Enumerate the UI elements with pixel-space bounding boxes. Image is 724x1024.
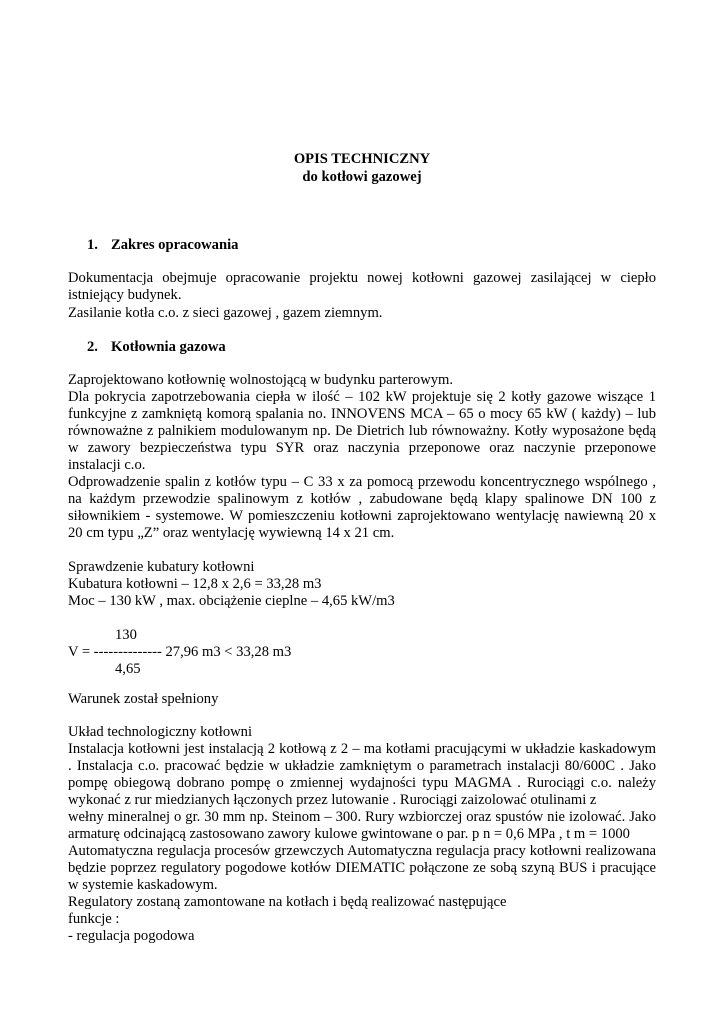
uklad-line: . Instalacja c.o. pracować będzie w układzie zamkniętym o parametrach instalacji 80/600C . Jako	[68, 758, 656, 774]
uklad-line: pompę obiegową dobrano pompę o zmiennej wydajności typu MAGMA . Rurociągi c.o. należy	[68, 775, 656, 791]
uklad-line: funkcje :	[68, 911, 120, 927]
section-2-line: równoważne z palnikiem modulowanym np. De Dietrich lub równoważny. Kotły wyposażone będą	[68, 423, 656, 439]
uklad-line: w systemie kaskadowym.	[68, 877, 218, 893]
document-subtitle: do kotłowi gazowej	[302, 169, 422, 185]
section-2-heading: Kotłownia gazowa	[111, 339, 226, 355]
uklad-line: armaturę odcinającą zastosowano zawory kulowe gwintowane o par. p n = 0,6 MPa , t m = 1000	[68, 826, 630, 842]
uklad-line: Regulatory zostaną zamontowane na kotłach i będą realizować następujące	[68, 894, 507, 910]
uklad-line: - regulacja pogodowa	[68, 928, 195, 944]
section-2-line: Zaprojektowano kotłownię wolnostojącą w budynku parterowym.	[68, 372, 454, 388]
section-2-line: na każdym przewodzie spalinowym z kotłów , zabudowane będą klapy spalinowe DN 100 z	[68, 491, 656, 507]
condition-result: Warunek został spełniony	[68, 691, 219, 707]
section-2-line: 20 cm typu „Z” oraz wentylację wywiewną 14 x 21 cm.	[68, 525, 395, 541]
uklad-line: Automatyczna regulacja procesów grzewczych Automatyczna regulacja pracy kotłowni realizowana	[68, 843, 656, 859]
formula-numerator: 130	[115, 627, 137, 643]
section-2-line: Odprowadzenie spalin z kotłów typu – C 33 x za pomocą przewodu koncentrycznego wspólnego ,	[68, 474, 656, 490]
section-2-line: siłownikiem - systemowe. W pomieszczeniu kotłowni zaprojektowano wentylację nawiewną 20 x	[68, 508, 656, 524]
uklad-line: Instalacja kotłowni jest instalacją 2 kotłową z 2 – ma kotłami pracującymi w układzie kaskadowym	[68, 741, 656, 757]
section-1-line: istniejący budynek.	[68, 287, 182, 303]
document-title: OPIS TECHNICZNY	[293, 151, 431, 167]
kubatura-line: Sprawdzenie kubatury kotłowni	[68, 559, 255, 575]
section-2-line: funkcyjne z zamkniętą komorą spalania no. INNOVENS MCA – 65 o mocy 65 kW ( każdy) – lub	[68, 406, 656, 422]
section-2-line: Dla pokrycia zapotrzebowania ciepła w ilość – 102 kW projektuje się 2 kotły gazowe wiszące 1	[68, 389, 656, 405]
kubatura-line: Moc – 130 kW , max. obciążenie cieplne – 4,65 kW/m3	[68, 593, 395, 609]
uklad-line: Układ technologiczny kotłowni	[68, 724, 253, 740]
section-1-number: 1.	[87, 237, 98, 253]
formula-denominator: 4,65	[115, 661, 141, 677]
section-2-line: instalacji c.o.	[68, 457, 146, 473]
section-1-line: Dokumentacja obejmuje opracowanie projektu nowej kotłowni gazowej zasilającej w ciepło	[68, 270, 656, 286]
uklad-line: będzie poprzez regulatory pogodowe kotłów DIEMATIC połączone ze sobą szyną BUS i pracujące	[68, 860, 656, 876]
section-1-line: Zasilanie kotła c.o. z sieci gazowej , gazem ziemnym.	[68, 305, 383, 321]
formula-equation: V = -------------- 27,96 m3 < 33,28 m3	[68, 644, 292, 660]
kubatura-line: Kubatura kotłowni – 12,8 x 2,6 = 33,28 m3	[68, 576, 322, 592]
section-1-heading: Zakres opracowania	[111, 237, 239, 253]
section-2-number: 2.	[87, 339, 98, 355]
uklad-line: wykonać z rur miedzianych łączonych przez lutowanie . Rurociągi zaizolować otulinami z	[68, 792, 597, 808]
section-2-line: w zawory bezpieczeństwa typu SYR oraz naczynia przeponowe oraz naczynie przeponowe	[68, 440, 656, 456]
uklad-line: wełny mineralnej o gr. 30 mm np. Steinom – 300. Rury wzbiorczej oraz spustów nie izolować. Jako	[68, 809, 656, 825]
